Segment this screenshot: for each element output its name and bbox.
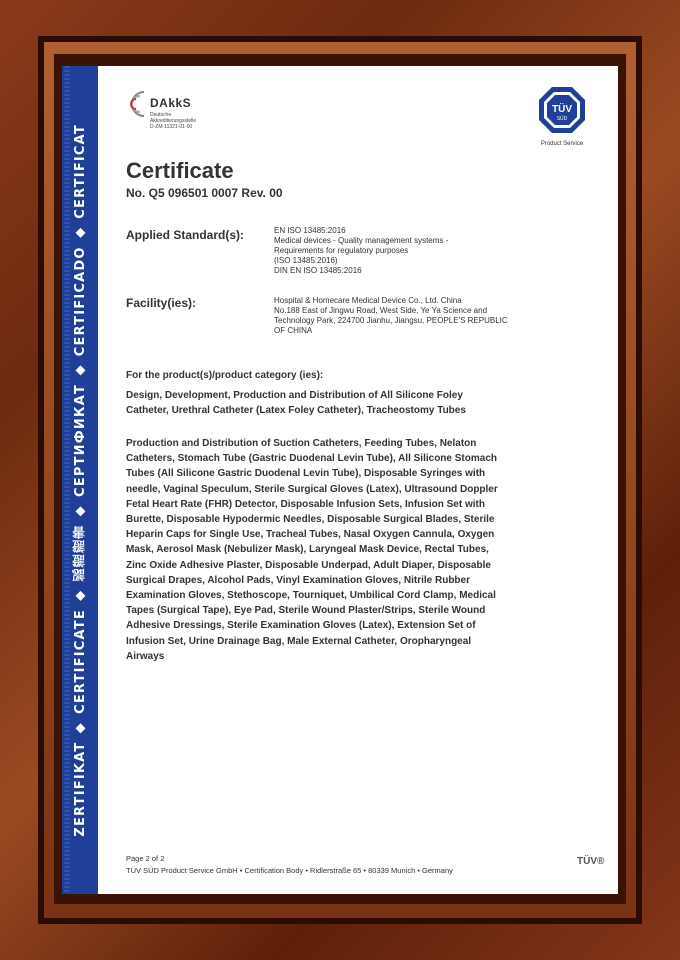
tuv-caption: Product Service — [540, 141, 584, 147]
svg-text:SÜD: SÜD — [556, 116, 568, 122]
dakks-logo — [124, 86, 244, 146]
certificate-content — [124, 66, 604, 894]
tuv-octagon-icon — [538, 86, 586, 134]
side-strip-text: ZERTIFIKAT ◆ CERTIFICATE ◆ 認證證書 ◆ СЕРТИФИКАТ ◆ CERTIFICADO ◆ CERTIFICAT — [72, 123, 88, 837]
applied-standards-value: EN ISO 13485:2016 Medical devices - Quality management systems - Requirements for regulatory purposes (ISO 13485:2016) DIN EN ISO 13485:2016 — [274, 226, 449, 275]
page-title: Certificate — [126, 158, 234, 183]
products-paragraph-2: Production and Distribution of Suction Catheters, Feeding Tubes, Nelaton Catheters, Stomach Tube (Gastric Duodenal Levin Tube), All Silicone Stomach Tubes (All Silicone Gastric Duodenal Levin Tube), Disposable Syringes with needle, Vaginal Speculum, Sterile Surgical Gloves (Latex), Ultrasound Doppler Fetal Heart Rate (FHR) Detector, Disposable Infusion Sets, Infusion Set with Burette, Disposable Hypodermic Needles, Disposable Surgical Blades, Sterile Heparin Caps for Single Use, Tracheal Tubes, Nasal Oxygen Cannula, Oxygen Mask, Aerosol Mask (Nebulizer Mask), Laryngeal Mask Device, Rectal Tubes, Zinc Oxide Adhesive Plaster, Disposable Underpad, Adult Diaper, Disposable Surgical Drapes, Alcohol Pads, Vinyl Examination Gloves, Nitrile Rubber Examination Gloves, Stethoscope, Tourniquet, Umbilical Cord Clamp, Medical Tapes (Surgical Tape), Eye Pad, Sterile Wound Plaster/Strips, Sterile Wound Adhesive Dressings, Sterile Examination Gloves (Latex), Extension Set of Infusion Set, Urine Drainage Bag, Male External Catheter, Oropharyngeal Airways — [126, 438, 498, 662]
applied-standards-label: Applied Standard(s): — [126, 228, 245, 242]
page-number: Page 2 of 2 — [126, 854, 165, 863]
dakks-arc-icon — [126, 90, 148, 118]
products-paragraph-1: Design, Development, Production and Distribution of All Silicone Foley Catheter, Urethral Catheter (Latex Foley Catheter), Tracheostomy Tubes — [126, 390, 466, 417]
svg-text:TÜV: TÜV — [552, 104, 572, 115]
certificate-number: No. Q5 096501 0007 Rev. 00 — [126, 186, 283, 200]
facilities-value: Hospital & Homecare Medical Device Co., Ltd. China No.188 East of Jingwu Road, West Side, Ye Ya Science and Technology Park, 224700 Jianhu, Jiangsu, PEOPLE'S REPUBLIC OF CHINA — [274, 296, 508, 335]
side-strip — [62, 66, 98, 894]
dakks-subtitle: Deutsche Akkreditierungsstelle D-ZM-11321-01-00 — [150, 112, 197, 130]
tuv-sud-logo — [522, 86, 602, 156]
dakks-name: DAkkS — [150, 96, 192, 110]
certificate-page — [62, 66, 618, 894]
products-label: For the product(s)/product category (ies): — [126, 370, 324, 381]
issuer-address: TÜV SÜD Product Service GmbH • Certification Body • Ridlerstraße 65 • 80339 Munich • Germany — [126, 866, 453, 875]
footer-tuv-mark: TÜV® — [577, 856, 605, 867]
facilities-label: Facility(ies): — [126, 296, 197, 310]
